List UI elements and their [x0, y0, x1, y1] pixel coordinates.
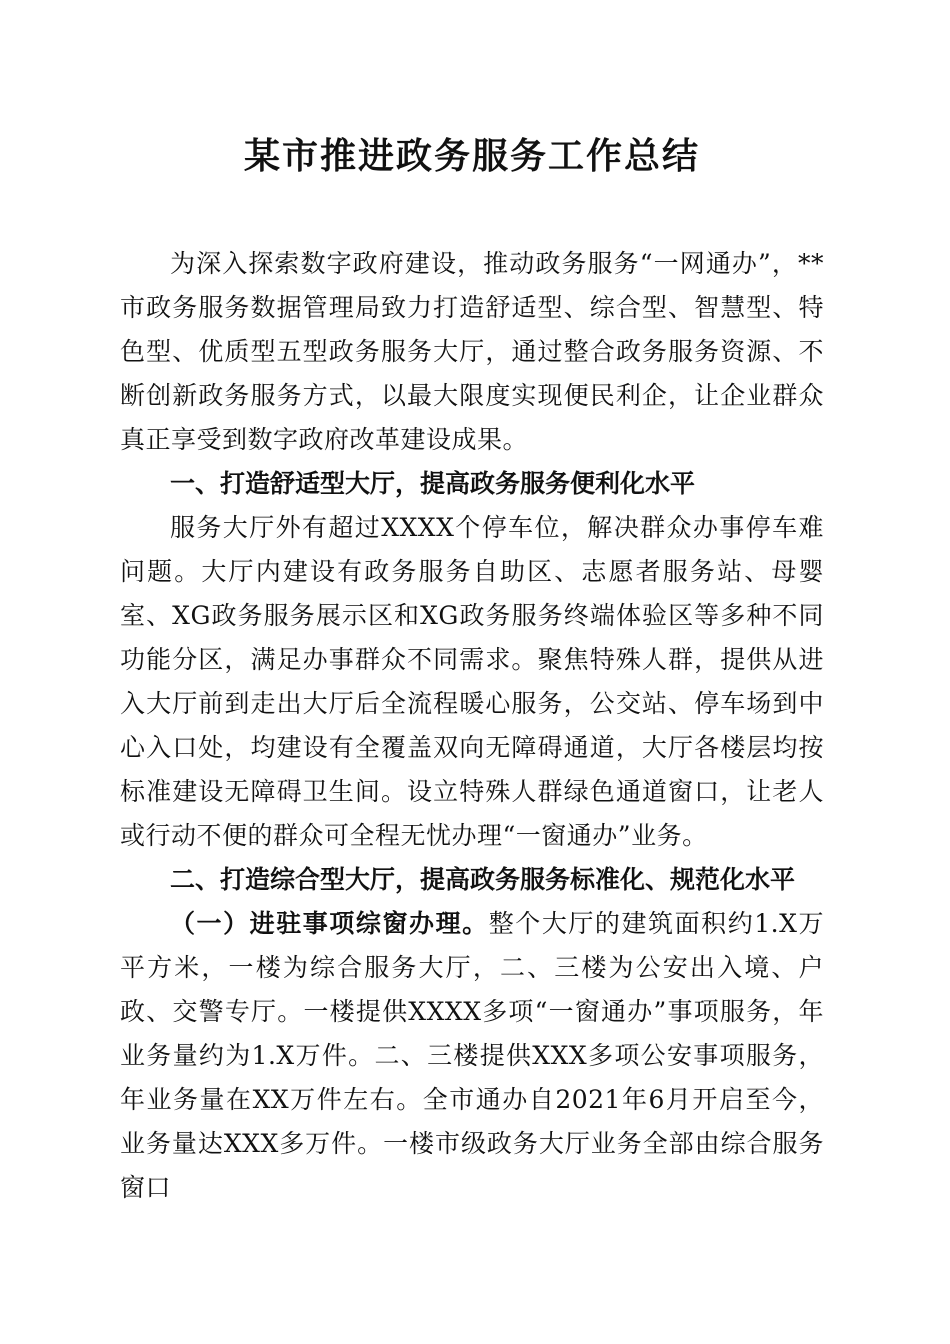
section-2-sub-1-body: 整个大厅的建筑面积约1.X万平方米，一楼为综合服务大厅，二、三楼为公安出入境、户政、交警专厅。一楼提供XXXX多项“一窗通办”事项服务，年业务量约为1.X万件。二、三楼提供XXX多项公安事项服务，年业务量在XX万件左右。全市通办自2021年6月开启至今，业务量达XXX多万件。一楼市级政务大厅业务全部由综合服务窗口	[120, 909, 824, 1202]
intro-paragraph: 为深入探索数字政府建设，推动政务服务“一网通办”，**市政务服务数据管理局致力打造舒适型、综合型、智慧型、特色型、优质型五型政务服务大厅，通过整合政务服务资源、不断创新政务服务方式，以最大限度实现便民利企，让企业群众真正享受到数字政府改革建设成果。	[120, 249, 824, 454]
document-page	[120, 128, 824, 1210]
section-2-sub-1-paragraph	[120, 902, 824, 1210]
section-1-paragraph: 服务大厅外有超过XXXX个停车位，解决群众办事停车难问题。大厅内建设有政务服务自助区、志愿者服务站、母婴室、XG政务服务展示区和XG政务服务终端体验区等多种不同功能分区，满足办事群众不同需求。聚焦特殊人群，提供从进入大厅前到走出大厅后全流程暖心服务，公交站、停车场到中心入口处，均建设有全覆盖双向无障碍通道，大厅各楼层均按标准建设无障碍卫生间。设立特殊人群绿色通道窗口，让老人或行动不便的群众可全程无忧办理“一窗通办”业务。	[120, 513, 824, 850]
section-1-heading: 一、打造舒适型大厅，提高政务服务便利化水平	[170, 469, 696, 498]
section-2-sub-1-lead: （一）进驻事项综窗办理。	[170, 909, 489, 938]
section-2-heading: 二、打造综合型大厅，提高政务服务标准化、规范化水平	[170, 865, 796, 894]
document-title: 某市推进政务服务工作总结	[243, 135, 700, 177]
